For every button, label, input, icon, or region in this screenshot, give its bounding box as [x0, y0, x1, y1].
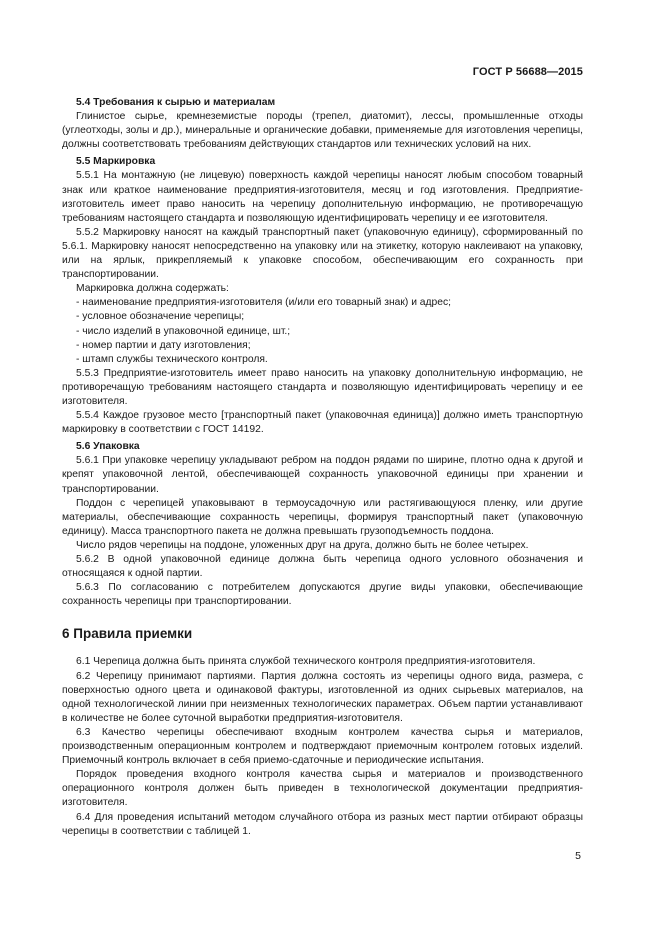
section-5-5-title: 5.5 Маркировка — [76, 156, 156, 168]
section-5-4-text: Глинистое сырье, кремнеземистые породы (трепел, диатомит), лессы, промышленные отходы (углеотходы, золы и др.), минеральные и органические добавки, применяемые для изготовления черепицы, должны соответствовать требованиям действующих стандартов или технических условий на них. — [62, 111, 583, 151]
paragraph-5-6-1-c: Число рядов черепицы на поддоне, уложенных друг на друга, должно быть не более четырех. — [76, 539, 529, 551]
section-6-heading: 6 Правила приемки — [62, 626, 193, 642]
paragraph-6-3-b: Порядок проведения входного контроля качества сырья и материалов и производственного операционного контроля должен быть приведен в технологической документации предприятия-изготовителя. — [62, 769, 583, 809]
paragraph-6-4: 6.4 Для проведения испытаний методом случайного отбора из разных мест партии отбирают образцы черепицы в соответствии с таблицей 1. — [62, 811, 583, 837]
marking-list-item: - штамп службы технического контроля. — [76, 353, 268, 365]
paragraph-6-1: 6.1 Черепица должна быть принята службой технического контроля предприятия-изготовителя. — [76, 656, 536, 668]
paragraph-5-6-1: 5.6.1 При упаковке черепицу укладывают ребром на поддон рядами по ширине, плотно одна к другой и крепят упаковочной лентой, обеспечивающей сохранность упаковочной единицы при хранении и транспортировании. — [62, 455, 583, 495]
paragraph-5-5-3: 5.5.3 Предприятие-изготовитель имеет право наносить на упаковку дополнительную информацию, не противоречащую требованиям настоящего стандарта и позволяющую идентифицировать черепицу и ее изготовителя. — [62, 367, 583, 407]
paragraph-5-6-3: 5.6.3 По согласованию с потребителем допускаются другие виды упаковки, обеспечивающие сохранность черепицы при транспортировании. — [62, 582, 583, 608]
paragraph-5-6-2: 5.6.2 В одной упаковочной единице должна быть черепица одного условного обозначения и относящаяся к одной партии. — [62, 554, 583, 580]
paragraph-5-5-1: 5.5.1 На монтажную (не лицевую) поверхность каждой черепицы наносят любым способом товарный знак или краткое наименование предприятия-изготовителя, месяц и год изготовления. Предприятие-изготовитель имеет право наносить на черепицу дополнительную информацию, не противоречащую требованиям настоящего стандарта и позволяющую идентифицировать черепицу и ее изготовителя. — [62, 170, 583, 224]
paragraph-5-6-1-b: Поддон с черепицей упаковывают в термоусадочную или растягивающуюся пленку, или другие материалы, обеспечивающие сохранность черепицы, формируя транспортный пакет (упаковочную единицу). Масса транспортного пакета не должна превышать грузоподъемность поддона. — [62, 497, 583, 537]
paragraph-6-2: 6.2 Черепицу принимают партиями. Партия должна состоять из черепицы одного вида, размера, с поверхностью одного цвета и одинаковой фактуры, изготовленной из одних сырьевых материалов, на одной технологической линии при неизменных технологических параметрах. Объем партии устанавливают в количестве не более суточной выработки предприятия-изготовителя. — [62, 670, 583, 724]
marking-list-item: - число изделий в упаковочной единице, шт.; — [76, 325, 291, 337]
page-content — [62, 96, 583, 839]
paragraph-6-3: 6.3 Качество черепицы обеспечивают входным контролем качества сырья и материалов, производственным операционным контролем и подтверждают приемочным контролем готовых изделий. Приемочный контроль включает в себя приемо-сдаточные и периодические испытания. — [62, 726, 583, 767]
page-number: 5 — [575, 850, 581, 862]
marking-list-item: - номер партии и дату изготовления; — [76, 339, 251, 351]
paragraph-5-5-2: 5.5.2 Маркировку наносят на каждый транспортный пакет (упаковочную единицу), сформированный по 5.6.1. Маркировку наносят непосредственно на упаковку или на этикетку, которую наклеивают на упаковку, или на ярлык, прикрепляемый к упаковке способом, обеспечивающим его сохранность при транспортировании. — [62, 226, 583, 281]
paragraph-5-5-4: 5.5.4 Каждое грузовое место [транспортный пакет (упаковочная единица)] должно иметь транспортную маркировку в соответствии с ГОСТ 14192. — [62, 410, 583, 436]
marking-list-intro: Маркировка должна содержать: — [76, 283, 229, 295]
marking-list-item: - условное обозначение черепицы; — [76, 311, 245, 323]
section-5-6-title: 5.6 Упаковка — [76, 441, 140, 453]
section-5-4-title: 5.4 Требования к сырью и материалам — [76, 97, 276, 108]
marking-list-item: - наименование предприятия-изготовителя (и/или его товарный знак) и адрес; — [76, 297, 452, 309]
standard-header: ГОСТ Р 56688—2015 — [472, 66, 583, 78]
